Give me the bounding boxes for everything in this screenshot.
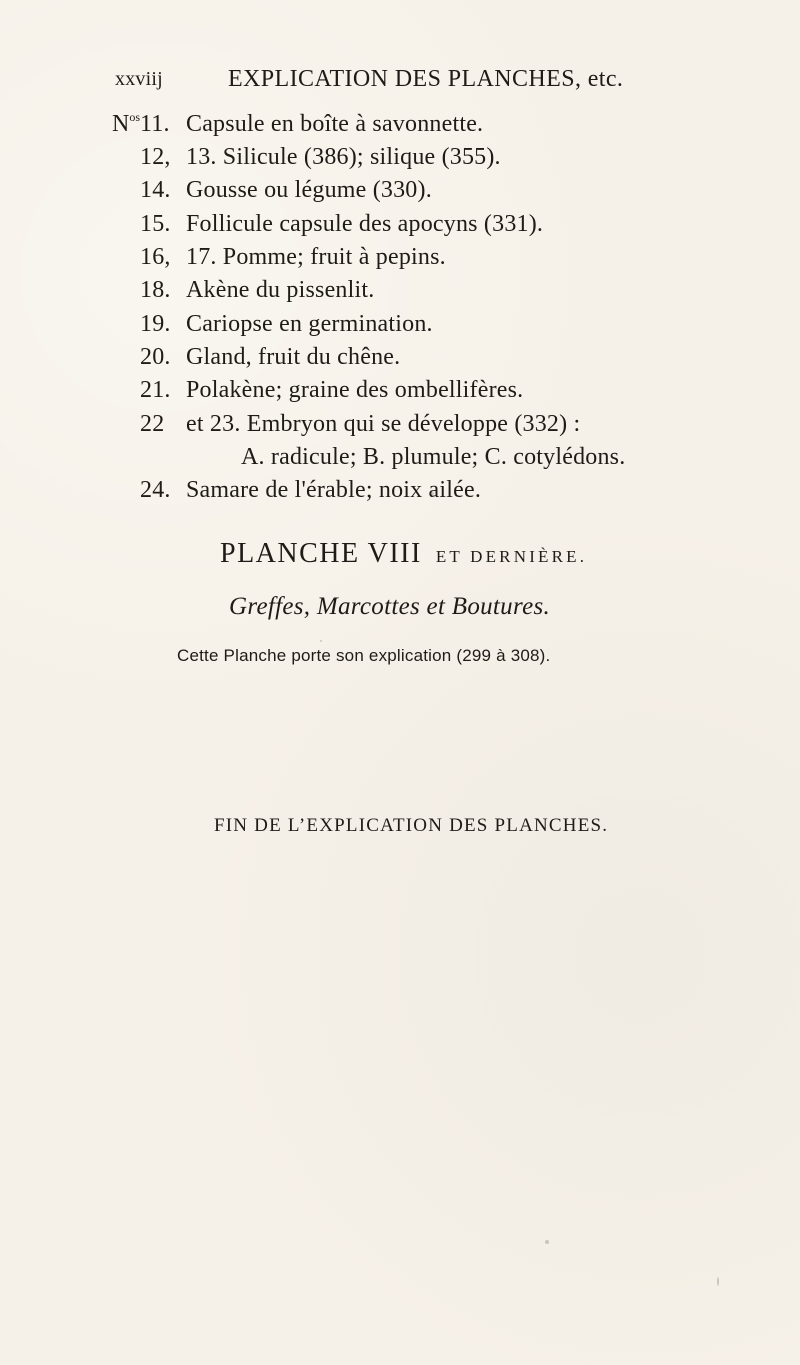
list-item xyxy=(140,243,446,271)
entry-text: Polakène; graine des ombellifères. xyxy=(186,377,524,403)
entry-text: Gland, fruit du chêne. xyxy=(186,344,401,370)
paper-speck xyxy=(545,1240,549,1244)
section-note: Cette Planche porte son explication (299 à 308). xyxy=(177,646,551,665)
entry-text: Akène du pissenlit. xyxy=(186,277,375,303)
page-footer: FIN DE L’EXPLICATION DES PLANCHES. xyxy=(214,815,609,836)
entry-text: Gousse ou légume (330). xyxy=(186,177,432,203)
entry-text: Cariopse en germination. xyxy=(186,311,433,337)
list-item xyxy=(140,410,580,438)
entry-number: 11. xyxy=(140,111,170,137)
list-item xyxy=(140,110,483,138)
entry-text: 13. Silicule (386); silique (355). xyxy=(186,144,501,170)
numbers-label-main: N xyxy=(112,111,130,137)
numbers-label-superscript: os xyxy=(129,110,141,124)
entry-number: 16, xyxy=(140,244,171,270)
list-item xyxy=(140,310,433,338)
entry-text: Follicule capsule des apocyns (331). xyxy=(186,211,544,237)
entry-number: 12, xyxy=(140,144,171,170)
paper-speck xyxy=(320,640,322,642)
paper-speck xyxy=(717,1277,719,1286)
running-head: EXPLICATION DES PLANCHES, etc. xyxy=(228,66,624,92)
list-item xyxy=(140,276,374,304)
list-item xyxy=(140,210,543,238)
entry-number: 14. xyxy=(140,177,171,203)
list-item xyxy=(140,176,432,204)
paper-speck xyxy=(431,492,434,495)
entry-number: 20. xyxy=(140,344,171,370)
numbers-label xyxy=(112,110,140,138)
entry-text: Capsule en boîte à savonnette. xyxy=(186,111,484,137)
entry-number: 24. xyxy=(140,477,171,503)
section-title xyxy=(220,538,587,570)
section-subtitle: Greffes, Marcottes et Boutures. xyxy=(229,593,551,620)
entry-text: 17. Pomme; fruit à pepins. xyxy=(186,244,446,270)
entry-number: 18. xyxy=(140,277,171,303)
entry-number: 19. xyxy=(140,311,171,337)
entry-text: et 23. Embryon qui se développe (332) : xyxy=(186,411,581,437)
entry-text: A. radicule; B. plumule; C. cotylédons. xyxy=(241,444,626,470)
page-number: xxviij xyxy=(115,68,163,90)
entry-number: 15. xyxy=(140,211,171,237)
list-item xyxy=(140,343,400,371)
list-item-continuation xyxy=(241,443,625,471)
page-header xyxy=(115,66,635,100)
plate-title: PLANCHE VIII xyxy=(220,538,422,569)
entry-number: 21. xyxy=(140,377,171,403)
list-item xyxy=(140,376,523,404)
list-item xyxy=(140,143,501,171)
plate-title-suffix: ET DERNIÈRE. xyxy=(435,547,588,566)
list-item xyxy=(140,476,481,504)
entry-number: 22 xyxy=(140,411,165,437)
entry-text: Samare de l'érable; noix ailée. xyxy=(186,477,482,503)
